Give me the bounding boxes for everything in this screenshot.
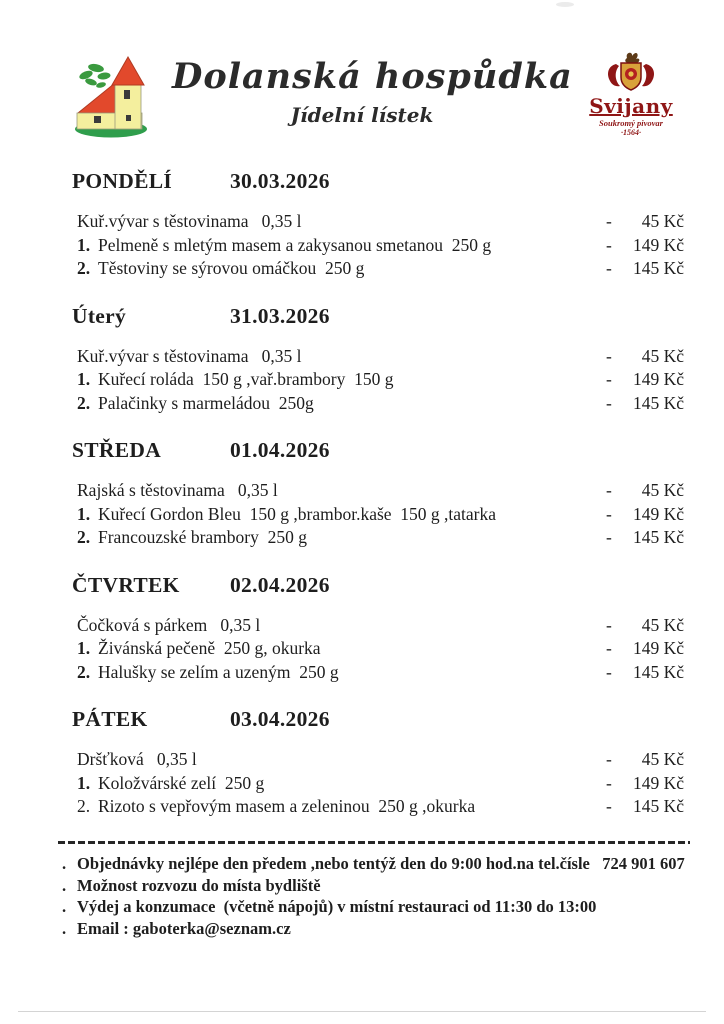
price-dash: - (606, 527, 612, 547)
item-text: Těstoviny se sýrovou omáčkou 250 g (98, 258, 365, 278)
page-footer (58, 841, 690, 939)
day-section (72, 168, 684, 281)
footer-note-row (58, 853, 690, 875)
day-header (72, 168, 684, 194)
brewery-name: Svijany (589, 94, 673, 118)
day-date: 30.03.2026 (230, 169, 330, 193)
scan-artifact-line (18, 1011, 706, 1012)
item-text: Rajská s těstovinama 0,35 l (77, 480, 278, 500)
menu-item-row (72, 637, 684, 661)
item-number: 2. (77, 527, 91, 547)
brewery-tagline: Soukromý pivovar (599, 118, 663, 128)
menu-item-row (72, 257, 684, 281)
price-dash: - (606, 661, 612, 682)
price-dash: - (606, 369, 612, 389)
item-price (606, 503, 684, 527)
item-price (606, 748, 684, 772)
church-logo (74, 52, 154, 142)
note-bullet: . (62, 875, 67, 895)
price-dash: - (606, 258, 612, 278)
page-header (0, 50, 724, 150)
menu-item-row (72, 392, 684, 416)
item-text: Dršťková 0,35 l (77, 749, 197, 769)
day-section (72, 437, 684, 550)
menu-item-row (72, 503, 684, 527)
item-text: Rizoto s vepřovým masem a zeleninou 250 g ,okurka (98, 796, 476, 816)
item-number: 2. (77, 258, 91, 278)
menu-item-row (72, 614, 684, 638)
price-dash: - (606, 772, 612, 793)
item-price (606, 661, 684, 685)
menu-subtitle: Jídelní lístek (290, 103, 434, 127)
day-header (72, 572, 684, 598)
item-text: Kuř.vývar s těstovinama 0,35 l (77, 345, 302, 366)
item-price (606, 637, 684, 661)
note-bullet: . (62, 854, 67, 873)
note-text: Email : gaboterka@seznam.cz (77, 918, 291, 938)
menu-item-row (72, 795, 684, 819)
menu-item-row (72, 748, 684, 772)
day-name: PÁTEK (72, 707, 148, 731)
price-value: 45 Kč (641, 211, 684, 231)
day-section (72, 706, 684, 819)
item-text: Kuřecí roláda 150 g ,vař.brambory 150 g (98, 369, 394, 389)
item-price (606, 526, 684, 550)
item-number: 1. (77, 503, 91, 524)
note-text: Výdej a konzumace (včetně nápojů) v místní restauraci od 11:30 do 13:00 (77, 897, 597, 916)
day-name: PONDĚLÍ (72, 169, 173, 193)
divider-dashed (58, 841, 690, 844)
menu-days (72, 168, 684, 841)
day-header (72, 303, 684, 329)
footer-note-row (58, 875, 690, 897)
svijany-logo (578, 50, 684, 137)
item-number: 2. (77, 661, 91, 682)
item-text: Kuř.vývar s těstovinama 0,35 l (77, 211, 302, 231)
price-value: 149 Kč (632, 503, 684, 524)
note-text: Objednávky nejlépe den předem ,nebo tentýž den do 9:00 hod.na tel.čísle 724 901 607 (77, 854, 685, 873)
item-text: Koložvárské zelí 250 g (98, 772, 265, 793)
menu-item-row (72, 345, 684, 369)
price-value: 145 Kč (632, 527, 684, 547)
day-name: STŘEDA (72, 438, 162, 462)
brewery-crest-icon (602, 50, 660, 96)
item-price (606, 234, 684, 258)
price-dash: - (606, 392, 612, 413)
price-value: 149 Kč (632, 638, 684, 658)
item-text: Francouzské brambory 250 g (98, 527, 307, 547)
title-block (172, 56, 573, 127)
item-number: 1. (77, 369, 91, 389)
item-price (606, 368, 684, 392)
item-text: Čočková s párkem 0,35 l (77, 614, 261, 635)
church-icon (74, 52, 154, 142)
price-value: 45 Kč (641, 480, 684, 500)
item-price (606, 479, 684, 503)
item-price (606, 392, 684, 416)
item-price (606, 345, 684, 369)
item-text: Pelmeně s mletým masem a zakysanou smetanou 250 g (98, 234, 492, 255)
price-dash: - (606, 796, 612, 816)
menu-item-row (72, 772, 684, 796)
day-date: 02.04.2026 (230, 572, 330, 597)
note-bullet: . (62, 918, 67, 938)
day-section (72, 303, 684, 416)
footer-notes (58, 853, 690, 939)
price-value: 145 Kč (632, 661, 684, 682)
item-price (606, 257, 684, 281)
price-dash: - (606, 614, 612, 635)
item-text: Halušky se zelím a uzeným 250 g (98, 661, 339, 682)
day-date: 01.04.2026 (230, 438, 330, 462)
brewery-year: ·1564· (621, 128, 641, 137)
day-section (72, 572, 684, 685)
price-value: 149 Kč (632, 772, 684, 793)
item-number: 1. (77, 772, 91, 793)
price-value: 145 Kč (632, 258, 684, 278)
item-number: 1. (77, 234, 91, 255)
item-number: 2. (77, 392, 91, 413)
price-value: 149 Kč (632, 369, 684, 389)
day-date: 31.03.2026 (230, 303, 330, 328)
price-dash: - (606, 638, 612, 658)
day-header (72, 437, 684, 463)
item-text: Kuřecí Gordon Bleu 150 g ,brambor.kaše 150 g ,tatarka (98, 503, 497, 524)
menu-item-row (72, 479, 684, 503)
item-price (606, 614, 684, 638)
note-text: Možnost rozvozu do místa bydliště (77, 875, 321, 895)
price-value: 45 Kč (641, 614, 684, 635)
item-text: Živánská pečeně 250 g, okurka (98, 638, 321, 658)
menu-item-row (72, 661, 684, 685)
item-price (606, 210, 684, 234)
item-text: Palačinky s marmeládou 250g (98, 392, 314, 413)
price-value: 149 Kč (632, 234, 684, 255)
day-name: Úterý (72, 303, 127, 328)
price-value: 145 Kč (632, 796, 684, 816)
price-value: 145 Kč (632, 392, 684, 413)
item-price (606, 795, 684, 819)
scan-artifact (556, 2, 574, 7)
menu-item-row (72, 526, 684, 550)
menu-item-row (72, 210, 684, 234)
price-value: 45 Kč (641, 345, 684, 366)
price-dash: - (606, 749, 612, 769)
item-number: 1. (77, 638, 91, 658)
menu-item-row (72, 234, 684, 258)
footer-note-row (58, 918, 690, 940)
price-dash: - (606, 211, 612, 231)
restaurant-name: Dolanská hospůdka (172, 56, 573, 97)
price-value: 45 Kč (641, 749, 684, 769)
day-header (72, 706, 684, 732)
price-dash: - (606, 480, 612, 500)
day-date: 03.04.2026 (230, 707, 330, 731)
day-name: ČTVRTEK (72, 572, 180, 597)
price-dash: - (606, 345, 612, 366)
note-bullet: . (62, 897, 67, 916)
item-price (606, 772, 684, 796)
footer-note-row (58, 896, 690, 918)
price-dash: - (606, 234, 612, 255)
price-dash: - (606, 503, 612, 524)
item-number: 2. (77, 796, 91, 816)
menu-item-row (72, 368, 684, 392)
